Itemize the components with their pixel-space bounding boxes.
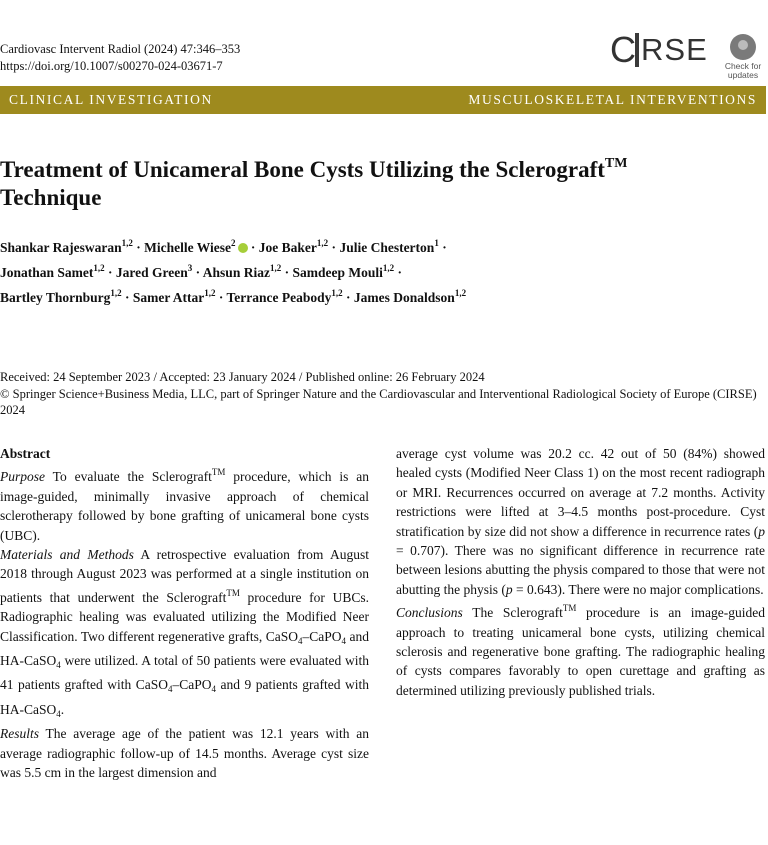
copyright-notice: © Springer Science+Business Media, LLC, part of Springer Nature and the Cardiovascular and Interventional Radiological Society of Europe (CIRSE) 2024	[0, 386, 757, 417]
author: Terrance Peabody$^{1,2}$	[226, 288, 343, 305]
abstract-right-column	[396, 444, 765, 700]
abstract-results-continued: average cyst volume was 20.2 cc. 42 out of 50 (84%) showed healed cysts (Modified Neer Class 1) on the most recent radiograph or MRI. Recurrences occurred on average at 7.2 months. Activity restrictions were lifted at 3–4.5 months post-procedure. Cyst stratification by size did not show a difference in recurrence rates (p = 0.707). There was no significant difference in recurrence rate between lesions abutting the physis compared to those that were not abutting the physis (p = 0.643). There were no major complications.	[396, 446, 765, 597]
section-banner	[0, 86, 766, 114]
abstract-purpose: Purpose To evaluate the Sclerograft™ procedure, which is an image-guided, minimally invasive approach of chemical sclerotherapy followed by bone grafting of unicameral bone cysts (UBC).	[0, 467, 369, 543]
author: Jonathan Samet$^{1,2}$	[0, 263, 105, 280]
received-date: Received: 24 September 2023	[0, 370, 151, 384]
doi-link[interactable]: https://doi.org/10.1007/s00270-024-03671-7	[0, 59, 223, 73]
check-for-updates-badge[interactable]	[721, 34, 765, 80]
article-title: Treatment of Unicameral Bone Cysts Utilizing the Sclerograft™ Technique	[0, 156, 628, 210]
banner-article-type: CLINICAL INVESTIGATION	[9, 92, 213, 107]
abstract-conclusions: Conclusions The Sclerograft™ procedure is an image-guided approach to treating unicameral bone cysts, utilizing chemical sclerosis and regenerative bone grafting. The radiographic healing of cysts compares favorably to open curettage and grafting as determined utilizing previously published trials.	[396, 603, 765, 698]
journal-citation: Cardiovasc Intervent Radiol (2024) 47:346–353	[0, 42, 241, 56]
author: Bartley Thornburg$^{1,2}$	[0, 288, 122, 305]
journal-reference	[0, 41, 240, 75]
cirse-logo	[610, 30, 708, 70]
accepted-date: Accepted: 23 January 2024	[159, 370, 296, 384]
orcid-icon[interactable]	[238, 243, 248, 253]
author: Ahsun Riaz$^{1,2}$	[202, 263, 282, 280]
author: Julie Chesterton$^1$	[339, 238, 439, 255]
logo-letters: RSE	[641, 32, 708, 67]
author: Jared Green$^3$	[115, 263, 193, 280]
logo-letter-c: C	[610, 29, 635, 70]
dates-line: Received: 24 September 2023 / Accepted: 23 January 2024 / Published online: 26 February 2024	[0, 370, 485, 384]
crossmark-icon	[730, 34, 756, 60]
author-list: Shankar Rajeswaran$^{1,2}$ · Michelle Wiese$^2$ · Joe Baker$^{1,2}$ · Julie Chesterton$^1$ · Jonathan Samet$^{1,2}$ · Jared Green$^3$ · Ahsun Riaz$^{1,2}$ · Samdeep Mouli$^{1,2}$ · Bartley Thornburg$^{1,2}$ · Samer Attar$^{1,2}$ · Terrance Peabody$^{1,2}$ · James Donaldson$^{1,2}$	[0, 238, 467, 305]
check-updates-text: Check for updates	[724, 61, 762, 80]
author: James Donaldson$^{1,2}$	[353, 288, 467, 305]
author: Shankar Rajeswaran$^{1,2}$	[0, 238, 133, 255]
title-trademark: TM	[604, 156, 628, 171]
author: Samdeep Mouli$^{1,2}$	[292, 263, 395, 280]
author: Joe Baker$^{1,2}$	[258, 238, 329, 255]
abstract-methods: Materials and Methods A retrospective evaluation from August 2018 through August 2023 was performed at a single institution on patients that underwent the Sclerograft™ procedure for UBCs. Radiographic healing was evaluated utilizing the Modified Neer Classification. Two different regenerative grafts, CaSO$_4$–CaPO$_4$ and HA-CaSO$_4$ were utilized. A total of 50 patients were evaluated with 41 patients grafted with CaSO$_4$–CaPO$_4$ and 9 patients grafted with HA-CaSO$_4$.	[0, 547, 370, 719]
author: Michelle Wiese$^2$	[144, 240, 247, 255]
published-date: Published online: 26 February 2024	[305, 370, 485, 384]
abstract-left-column	[0, 444, 369, 783]
abstract-results: Results The average age of the patient was 12.1 years with an average radiographic follow-up of 14.5 months. Average cyst size was 5.5 cm in the largest dimension and	[0, 726, 369, 781]
banner-subject: MUSCULOSKELETAL INTERVENTIONS	[468, 92, 757, 107]
article-history	[0, 369, 768, 419]
author: Samer Attar$^{1,2}$	[132, 288, 216, 305]
logo-bar	[635, 33, 639, 67]
abstract-heading: Abstract	[0, 446, 51, 461]
